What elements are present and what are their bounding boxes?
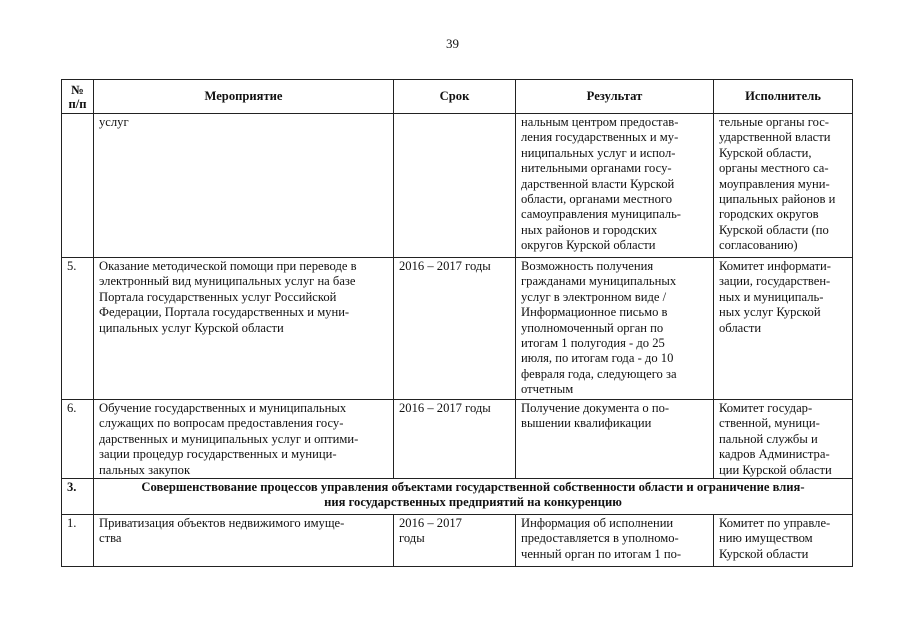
row-result-cell: Получение документа о по- вышении квалификации	[516, 400, 714, 479]
row-result-cell: нальным центром предостав- ления государственных и му- ниципальных услуг и испол- нительными органами госу- дарственной власти Курской области, органами местного самоуправления муниципаль- ных районов и городских округов Курской области	[516, 114, 714, 258]
section-title: Совершенствование процессов управления объектами государственной собственности области и ограничение влия- ния государственных предприятий на конкуренцию	[94, 479, 853, 515]
activities-table	[61, 79, 853, 567]
header-executor: Исполнитель	[714, 80, 853, 114]
header-term: Срок	[394, 80, 516, 114]
section-number: 3.	[62, 479, 94, 515]
table-row	[62, 515, 853, 567]
row-event-cell: Обучение государственных и муниципальных служащих по вопросам предоставления госу- дарственных и муниципальных услуг и оптими- зации процедур государственных и муници- пальных закупок	[94, 400, 394, 479]
row-executor-cell: Комитет государ- ственной, муници- пальной службы и кадров Администра- ции Курской области	[714, 400, 853, 479]
row-term-cell: 2016 – 2017 годы	[394, 400, 516, 479]
header-event: Мероприятие	[94, 80, 394, 114]
row-executor-cell: Комитет по управле- нию имуществом Курской области	[714, 515, 853, 567]
row-event-cell: Оказание методической помощи при переводе в электронный вид муниципальных услуг на базе Портала государственных услуг Российской Федерации, Портала государственных и муни- ципальных услуг Курской области	[94, 258, 394, 400]
table-header-row	[62, 80, 853, 114]
row-result-cell: Информация об исполнении предоставляется в уполномо- ченный орган по итогам 1 по-	[516, 515, 714, 567]
table-row	[62, 258, 853, 400]
header-result: Результат	[516, 80, 714, 114]
table-row	[62, 400, 853, 479]
row-event-cell: Приватизация объектов недвижимого имуще- ства	[94, 515, 394, 567]
row-executor-cell: тельные органы гос- ударственной власти Курской области, органы местного са- моуправления муни- ципальных районов и городских округов Курской области (по согласованию)	[714, 114, 853, 258]
row-term-cell: 2016 – 2017 годы	[394, 515, 516, 567]
row-number-cell: 6.	[62, 400, 94, 479]
row-result-cell: Возможность получения гражданами муниципальных услуг в электронном виде / Информационное письмо в уполномоченный орган по итогам 1 полугодия - до 25 июля, по итогам года - до 10 февраля года, следующего за отчетным	[516, 258, 714, 400]
row-number-cell	[62, 114, 94, 258]
row-executor-cell: Комитет информати- зации, государствен- ных и муниципаль- ных услуг Курской области	[714, 258, 853, 400]
row-term-cell	[394, 114, 516, 258]
row-event-cell: услуг	[94, 114, 394, 258]
page-number: 39	[446, 36, 459, 51]
header-number: № п/п	[62, 80, 94, 114]
section-row	[62, 479, 853, 515]
table-row	[62, 114, 853, 258]
row-term-cell: 2016 – 2017 годы	[394, 258, 516, 400]
row-number-cell: 5.	[62, 258, 94, 400]
row-number-cell: 1.	[62, 515, 94, 567]
